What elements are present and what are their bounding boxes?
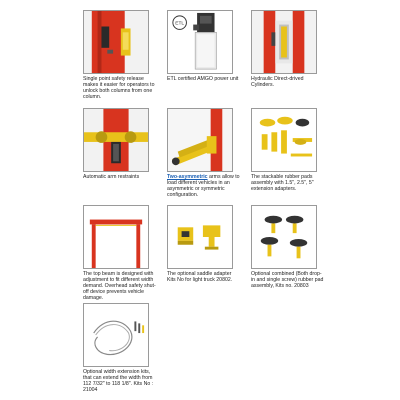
etl-badge: ETL xyxy=(175,21,185,27)
feature-caption: Single point safety release makes it easier for operators to unlock both columns from one column. xyxy=(83,76,155,100)
feature-caption: The optional saddle adapter Kits No for light truck 20802. xyxy=(167,271,233,283)
feature-caption: Hydraulic Direct-drived Cylinders. xyxy=(251,76,304,88)
rubber-pads-photo xyxy=(251,108,317,172)
feature-caption: ETL certified AMGO power unit xyxy=(167,76,239,82)
top-beam-photo xyxy=(83,205,149,269)
caption-highlight: Two-asymmetric xyxy=(167,174,208,180)
feature-caption: The stackable rubber pads assembly with 1.5", 2.5", 5" extension adapters. xyxy=(251,174,314,192)
saddle-adapter-photo xyxy=(167,205,233,269)
feature-caption: Optional width extension kits, that can extend the width from 112 7/32" to 118 1/8". Kits No : 21004 xyxy=(83,369,154,393)
feature-caption: Automatic arm restraints xyxy=(83,174,140,180)
asymmetric-arm-photo xyxy=(167,108,233,172)
extension-kit-photo xyxy=(83,303,149,367)
power-unit-photo xyxy=(167,10,233,74)
caption-text: arms allow to load different vehicles in an asymmetric or symmetric configuration. xyxy=(167,174,240,198)
feature-caption: Optional combined (Both drop-in and single screw) rubber pad assembly, Kits no. 20803 xyxy=(251,271,324,289)
arm-restraint-photo xyxy=(83,108,149,172)
feature-caption: The top beam is designed with adjustment to fit different width demand. Overhead safety shut-off device prevents vehicle damage. xyxy=(83,271,156,301)
safety-release-photo xyxy=(83,10,149,74)
combined-pad-photo xyxy=(251,205,317,269)
hydraulic-cylinder-photo xyxy=(251,10,317,74)
feature-caption xyxy=(167,174,241,198)
